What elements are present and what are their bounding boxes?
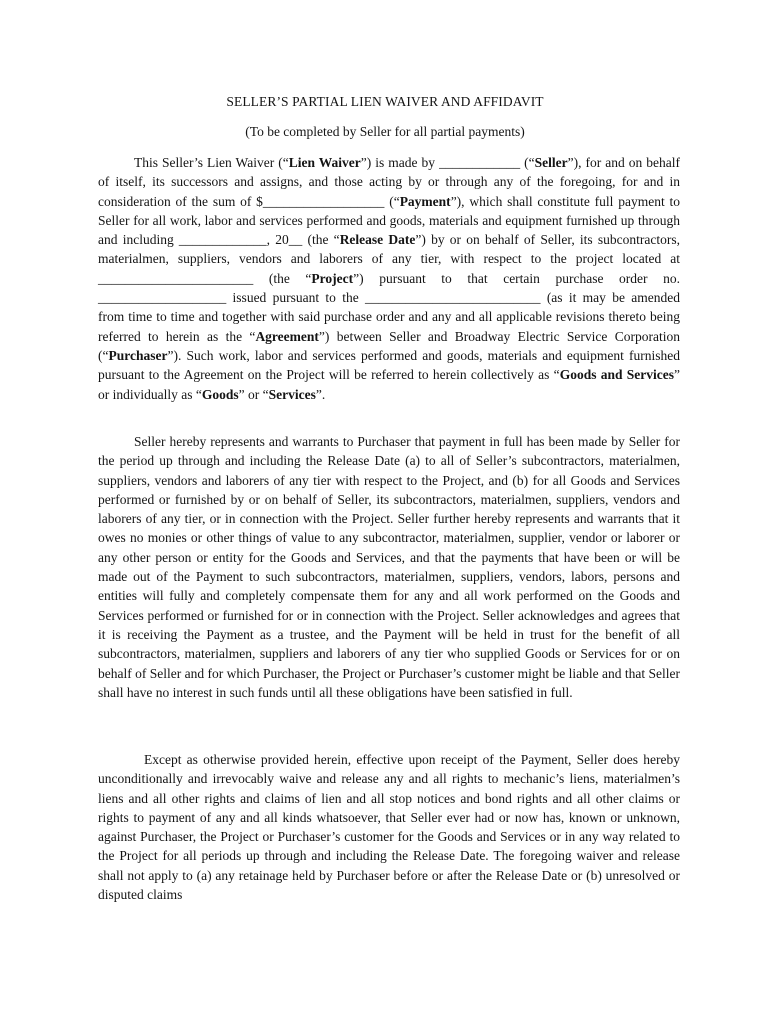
paragraph-lien-waiver: This Seller’s Lien Waiver (“Lien Waiver”) is made by ____________ (“Seller”), for and on behalf of itself, its successors and assigns, and those acting by or through any of the foregoing, for and in consideration of the sum of $__________________ (“Payment”), which shall constitute full payment to Seller for all work, labor and services performed and goods, materials and equipment furnished up through and including _____________, 20__ (the “Release Date”) by or on behalf of Seller, its subcontractors, materialmen, suppliers, vendors and laborers of any tier, with respect to the project located at _______________________ (the “Project”) pursuant to that certain purchase order no. ___________________ issued pursuant to the __________________________ (as it may be amended from time to time and together with said purchase order and any and all applicable revisions thereto being referred to herein as the “Agreement”) between Seller and Broadway Electric Service Corporation (“Purchaser”). Such work, labor and services performed and goods, materials and equipment furnished pursuant to the Agreement on the Project will be referred to herein collectively as “Goods and Services” or individually as “Goods” or “Services”. [98, 155, 681, 402]
defined-term: Seller [534, 155, 568, 170]
paragraph-representations: Seller hereby represents and warrants to Purchaser that payment in full has been made by Seller for the period up through and including the Release Date (a) to all of Seller’s subcontractors, materialmen, suppliers, vendors and laborers of any tier with respect to the Project, and (b) for all Goods and Services performed or furnished by or on behalf of Seller, its subcontractors, materialmen, suppliers, vendors and laborers of any tier, or in connection with the Project. Seller further hereby represents and warrants that it owes no monies or other things of value to any subcontractor, materialmen, supplier, vendor or laborer or any other person or entity for the Goods and Services, and that the payments that have been or will be made out of the Payment to such subcontractors, materialmen, suppliers, vendors, labors, persons and entities will fully and completely compensate them for any and all work performed on the Goods and Services performed or furnished for or in connection with the Project. Seller acknowledges and agrees that it is receiving the Payment as a trustee, and the Payment will be held in trust for the benefit of all subcontractors, materialmen, suppliers and laborers of any tier who supplied Goods or Services for or on behalf of Seller and for which Purchaser, the Project or Purchaser’s customer might be liable and that Seller shall have no interest in such funds until all these obligations have been satisfied in full. [98, 434, 680, 700]
defined-term: Goods [201, 386, 239, 402]
document-title: SELLER’S PARTIAL LIEN WAIVER AND AFFIDAVIT [226, 94, 544, 109]
defined-term: Project [311, 270, 354, 286]
defined-term: Services [268, 386, 316, 402]
defined-term: Agreement [255, 328, 319, 344]
defined-term: Payment [399, 193, 451, 209]
defined-term: Lien Waiver [288, 155, 361, 170]
document-subtitle: (To be completed by Seller for all partial payments) [245, 124, 525, 139]
paragraph-waiver-release: Except as otherwise provided herein, effective upon receipt of the Payment, Seller does hereby unconditionally and irrevocably waive and release any and all rights to mechanic’s liens, materialmen’s liens and all other rights and claims of lien and all stop notices and bond rights and all other claims or rights to payment of any and all kinds whatsoever, that Seller ever had or now has, known or unknown, against Purchaser, the Project or Purchaser’s customer for the Goods and Services or in any way related to the Project for all periods up through and including the Release Date. The foregoing waiver and release shall not apply to (a) any retainage held by Purchaser before or after the Release Date or (b) unresolved or disputed claims [98, 752, 680, 903]
defined-term: Purchaser [108, 347, 168, 363]
defined-term: Goods and Services [559, 367, 674, 383]
defined-term: Release Date [339, 232, 416, 248]
